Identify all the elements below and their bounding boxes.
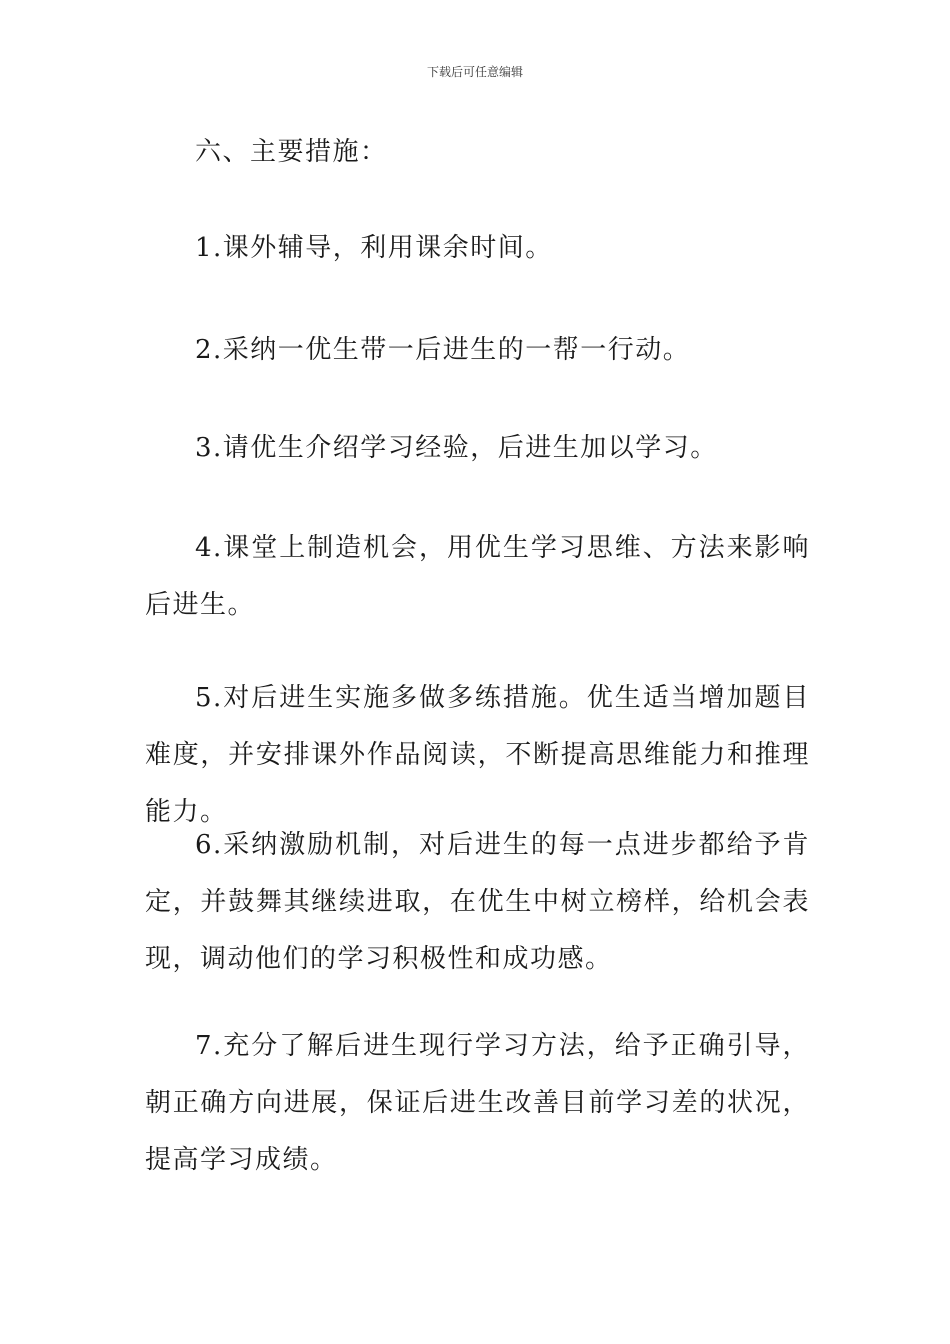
measure-item-1: 1.课外辅导，利用课余时间。 <box>195 233 553 263</box>
measure-item-5: 5.对后进生实施多做多练措施。优生适当增加题目难度，并安排课外作品阅读，不断提高思维能力和推理能力。 <box>145 683 810 827</box>
page-header-note: 下载后可任意编辑 <box>426 65 523 79</box>
measure-item-7: 7.充分了解后进生现行学习方法，给予正确引导，朝正确方向进展，保证后进生改善目前学习差的状况，提高学习成绩。 <box>145 1031 810 1175</box>
measure-item-3: 3.请优生介绍学习经验，后进生加以学习。 <box>195 433 718 463</box>
measure-item-6: 6.采纳激励机制，对后进生的每一点进步都给予肯定，并鼓舞其继续进取，在优生中树立榜样，给机会表现，调动他们的学习积极性和成功感。 <box>145 830 810 974</box>
measure-item-4: 4.课堂上制造机会，用优生学习思维、方法来影响后进生。 <box>145 533 810 620</box>
section-heading: 六、主要措施： <box>195 137 388 167</box>
measure-item-2: 2.采纳一优生带一后进生的一帮一行动。 <box>195 335 691 365</box>
